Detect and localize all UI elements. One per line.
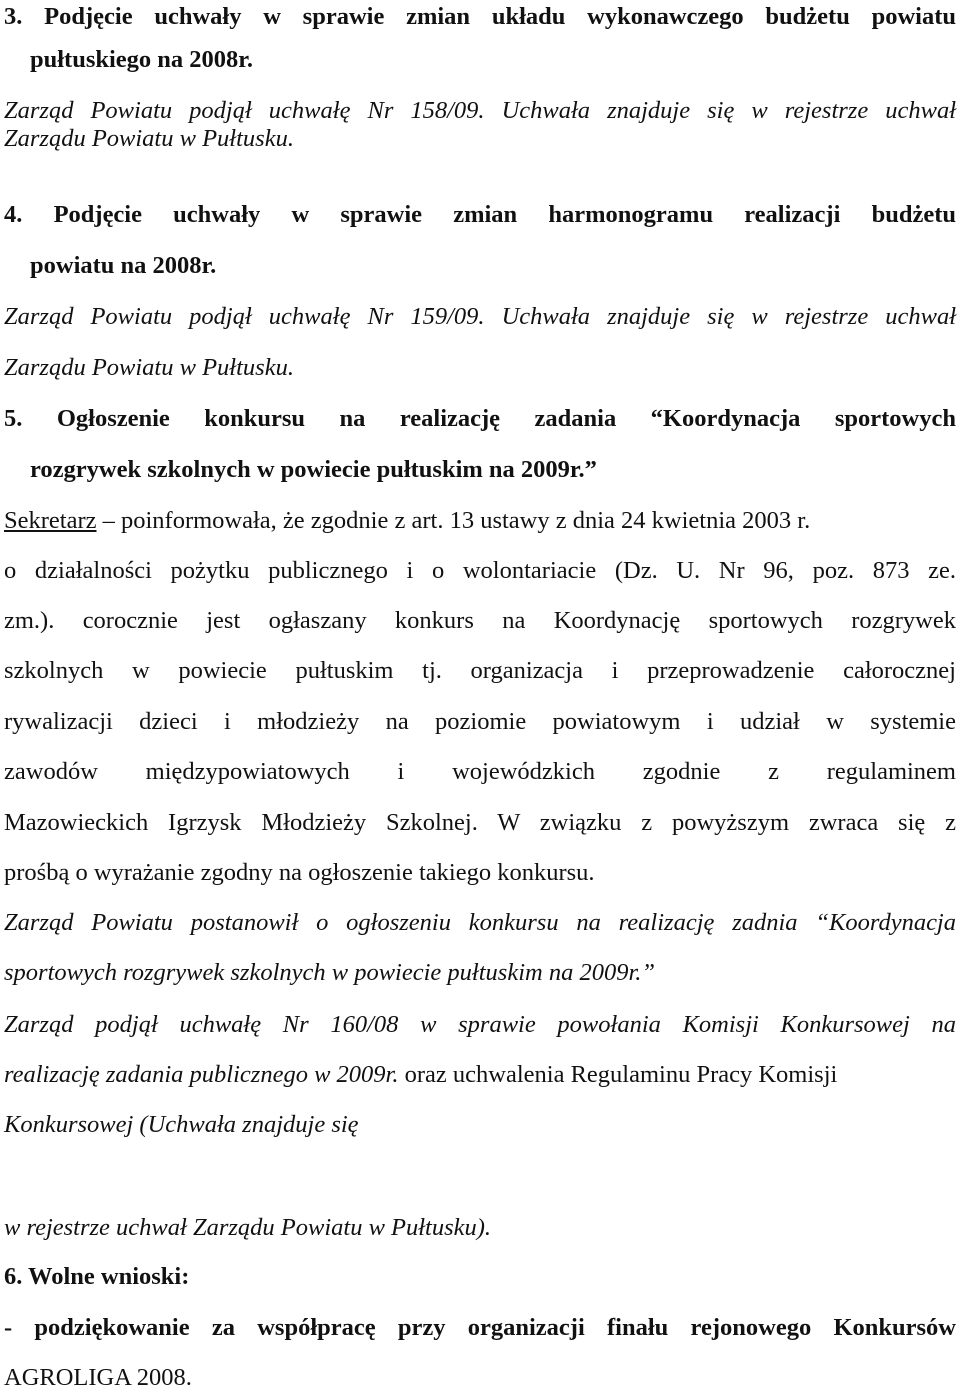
resolution-160-regular-part: oraz uchwalenia Regulaminu Pracy Komisji [398,1061,838,1088]
body-line-5: rywalizacji dzieci i młodzieży na poziomie powiatowym i udział w systemie [4,708,956,735]
item-3-resolution-line-1: Zarząd Powiatu podjął uchwałę Nr 158/09. Uchwała znajduje się w rejestrze uchwał [4,97,956,124]
item-4-resolution-line-1: Zarząd Powiatu podjął uchwałę Nr 159/09. Uchwała znajduje się w rejestrze uchwał [4,303,956,330]
item-4-heading-line-2: powiatu na 2008r. [30,252,217,279]
body-line-3: zm.). corocznie jest ogłaszany konkurs na Koordynację sportowych rozgrywek [4,607,956,634]
item-6-heading: 6. Wolne wnioski: [4,1263,190,1290]
body-line-8: prośbą o wyrażanie zgodny na ogłoszenie takiego konkursu. [4,859,595,886]
item-4-resolution-line-2: Zarządu Powiatu w Pułtusku. [4,354,294,381]
body-line-4: szkolnych w powiecie pułtuskim tj. organizacja i przeprowadzenie całorocznej [4,657,956,684]
body-line-7: Mazowieckich Igrzysk Młodzieży Szkolnej. W związku z powyższym zwraca się z [4,809,956,836]
resolution-160-line-2 [4,1060,956,1090]
secretary-statement-line-1 [4,506,956,536]
item-6-note-line-2: AGROLIGA 2008. [4,1364,192,1391]
item-4-heading-line-1: 4. Podjęcie uchwały w sprawie zmian harmonogramu realizacji budżetu [4,201,956,228]
resolution-160-italic-part: realizację zadania publicznego w 2009r. [4,1061,399,1088]
item-3-resolution-line-2: Zarządu Powiatu w Pułtusku. [4,125,294,152]
resolution-160-line-3: Konkursowej (Uchwała znajduje się [4,1111,359,1138]
resolution-160-line-1: Zarząd podjął uchwałę Nr 160/08 w sprawie powołania Komisji Konkursowej na [4,1011,956,1038]
item-3-heading-line-2: pułtuskiego na 2008r. [30,46,254,73]
item-3-heading-line-1: 3. Podjęcie uchwały w sprawie zmian układu wykonawczego budżetu powiatu [4,3,956,30]
body-line-6: zawodów międzypowiatowych i wojewódzkich zgodnie z regulaminem [4,758,956,785]
body-line-2: o działalności pożytku publicznego i o wolontariacie (Dz. U. Nr 96, poz. 873 ze. [4,557,956,584]
item-6-note-line-1: - podziękowanie za współpracę przy organizacji finału rejonowego Konkursów [4,1314,956,1341]
secretary-statement-text: – poinformowała, że zgodnie z art. 13 ustawy z dnia 24 kwietnia 2003 r. [96,507,811,534]
item-5-heading-line-1: 5. Ogłoszenie konkursu na realizację zadania “Koordynacja sportowych [4,405,956,432]
decision-line-2: sportowych rozgrywek szkolnych w powiecie pułtuskim na 2009r.” [4,959,656,986]
decision-line-1: Zarząd Powiatu postanowił o ogłoszeniu konkursu na realizację zadnia “Koordynacja [4,909,956,936]
item-5-heading-line-2: rozgrywek szkolnych w powiecie pułtuskim na 2009r.” [30,456,597,483]
speaker-name: Sekretarz [4,507,97,534]
document-page [4,0,956,1394]
resolution-160-line-4: w rejestrze uchwał Zarządu Powiatu w Pułtusku). [4,1214,492,1241]
